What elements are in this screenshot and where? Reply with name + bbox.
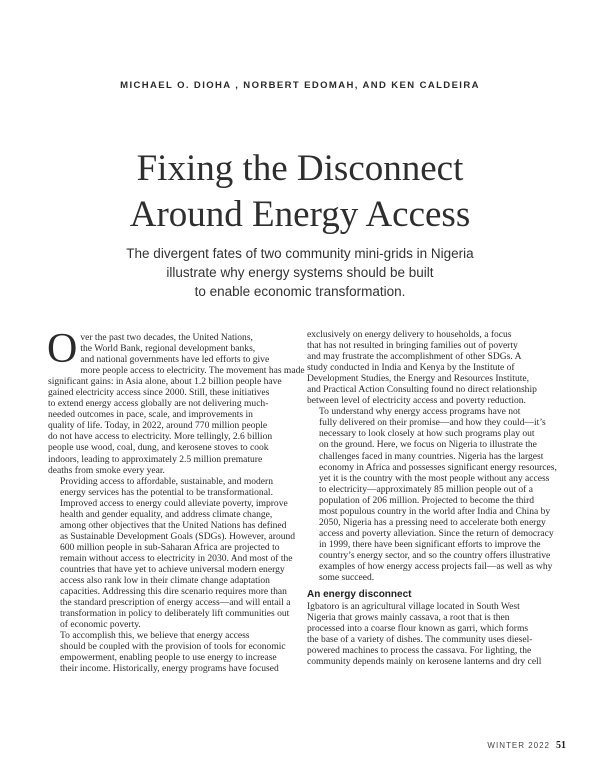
text-line: challenges faced in many countries. Nigeria has the largest	[319, 450, 544, 462]
text-line: among other objectives that the United Nations has defined	[60, 519, 287, 531]
page-footer	[487, 740, 566, 751]
text-line: examples of how energy access projects fail—as well as why	[319, 560, 553, 572]
text-line: Providing access to affordable, sustainable, and modern	[60, 475, 273, 487]
text-line: that has not resulted in bringing families out of poverty	[307, 340, 518, 352]
paragraph	[48, 475, 296, 631]
right-column	[307, 329, 557, 668]
text-line: community depends mainly on kerosene lanterns and dry cell	[307, 656, 542, 668]
text-line: in 1999, there have been significant efforts to improve the	[319, 538, 541, 550]
text-line: of economic poverty.	[60, 619, 141, 631]
text-line: health and gender equality, and address climate change,	[60, 508, 273, 520]
paragraph	[48, 630, 291, 674]
text-line: significant gains: in Asia alone, about 1.2 billion people have	[48, 376, 282, 388]
text-line: to extend energy access globally are not delivering much-	[48, 398, 269, 410]
drop-cap: O	[47, 326, 78, 372]
text-line: to electricity—approximately 85 million people out of a	[319, 483, 533, 495]
text-line: the base of a variety of dishes. The community uses diesel-	[307, 634, 533, 646]
article-title	[0, 146, 600, 238]
page-number: 51	[556, 740, 566, 751]
text-line: needed outcomes in pace, scale, and improvements in	[48, 409, 253, 421]
text-line: as Sustainable Development Goals (SDGs). However, around	[60, 530, 296, 542]
title-line: Around Energy Access	[129, 194, 471, 235]
text-line: processed into a coarse flour known as garri, which forms	[307, 623, 529, 635]
text-line: necessary to look closely at how such programs play out	[319, 428, 535, 440]
text-line: To accomplish this, we believe that energy access	[60, 630, 250, 642]
text-line: Nigeria that grows mainly cassava, a root that is then	[307, 612, 510, 624]
text-line: and Practical Action Consulting found no direct relationship	[307, 384, 537, 396]
paragraph	[307, 601, 550, 667]
text-line: country’s energy sector, and so the country offers illustrative	[319, 549, 551, 561]
text-line: should be coupled with the provision of tools for economic	[60, 641, 286, 653]
text-line: gained electricity access since 2000. Still, these initiatives	[48, 387, 270, 399]
text-line: powered machines to process the cassava. For lighting, the	[307, 645, 532, 657]
text-line: Improved access to energy could alleviate poverty, improve	[60, 497, 288, 509]
text-line: countries that have yet to achieve universal modern energy	[60, 563, 285, 575]
text-line: indoors, leading to approximately 2.5 million premature	[48, 453, 263, 465]
text-line: access and poverty alleviation. Since the return of democracy	[319, 527, 554, 539]
text-line: most populous country in the world after India and China by	[319, 505, 551, 517]
text-line: yet it is the country with the most people without any access	[319, 472, 550, 484]
title-line: Fixing the Disconnect	[136, 148, 464, 189]
text-line: the standard prescription of energy access—and will entail a	[60, 597, 291, 609]
text-line: fully delivered on their promise—and how they could—it’s	[319, 417, 546, 429]
paragraph	[307, 406, 557, 584]
deck-line: illustrate why energy systems should be built	[166, 265, 434, 280]
text-line: deaths from smoke every year.	[48, 464, 165, 476]
text-line: more people access to electricity. The movement has made	[80, 365, 305, 377]
text-line: 600 million people in sub-Saharan Africa are projected to	[60, 541, 280, 553]
text-line: population of 206 million. Projected to become the third	[319, 494, 535, 506]
text-line: and national governments have led efforts to give	[80, 354, 270, 366]
text-line: 2050, Nigeria has a pressing need to accelerate both energy	[319, 516, 546, 528]
text-line: people use wood, coal, dung, and kerosene stoves to cook	[48, 442, 269, 454]
paragraph	[307, 329, 550, 406]
text-line: Development Studies, the Energy and Resources Institute,	[307, 373, 530, 385]
text-line: economy in Africa and possesses significant energy resources,	[319, 461, 557, 473]
text-line: remain without access to electricity in 2030. And most of the	[60, 552, 293, 564]
text-line: exclusively on energy delivery to households, a focus	[307, 329, 512, 340]
section-heading: An energy disconnect	[307, 589, 412, 601]
author-byline: MICHAEL O. DIOHA , NORBERT EDOMAH, AND KEN CALDEIRA	[120, 80, 480, 91]
text-line: and may frustrate the accomplishment of other SDGs. A	[307, 351, 522, 363]
text-line: empowerment, enabling people to use energy to increase	[60, 652, 277, 664]
text-line: do not have access to electricity. More tellingly, 2.6 billion	[48, 431, 273, 443]
text-line: To understand why energy access programs have not	[319, 406, 521, 418]
left-column	[47, 326, 305, 675]
text-line: access also rank low in their climate change adaptation	[60, 575, 270, 587]
text-line: on the ground. Here, we focus on Nigeria to illustrate the	[319, 439, 537, 451]
paragraph-intro	[47, 326, 305, 476]
text-line: study conducted in India and Kenya by the Institute of	[307, 362, 515, 374]
text-line: Igbatoro is an agricultural village located in South West	[307, 601, 520, 613]
text-line: capacities. Addressing this dire scenario requires more than	[60, 586, 287, 598]
text-line: transformation in policy to deliberately lift communities out	[60, 608, 290, 620]
text-line: the World Bank, regional development banks,	[80, 343, 256, 355]
text-line: energy services has the potential to be transformational.	[60, 486, 273, 498]
text-line: between level of electricity access and poverty reduction.	[307, 395, 526, 407]
article-deck	[0, 244, 600, 301]
deck-line: to enable economic transformation.	[194, 284, 406, 299]
text-line: some succeed.	[319, 572, 375, 584]
text-line: quality of life. Today, in 2022, around 770 million people	[48, 420, 268, 432]
text-line: ver the past two decades, the United Nations,	[80, 332, 253, 343]
text-line: their income. Historically, energy programs have focused	[60, 663, 279, 675]
deck-line: The divergent fates of two community mini-grids in Nigeria	[126, 246, 474, 261]
issue-label: WINTER 2022	[487, 741, 550, 750]
